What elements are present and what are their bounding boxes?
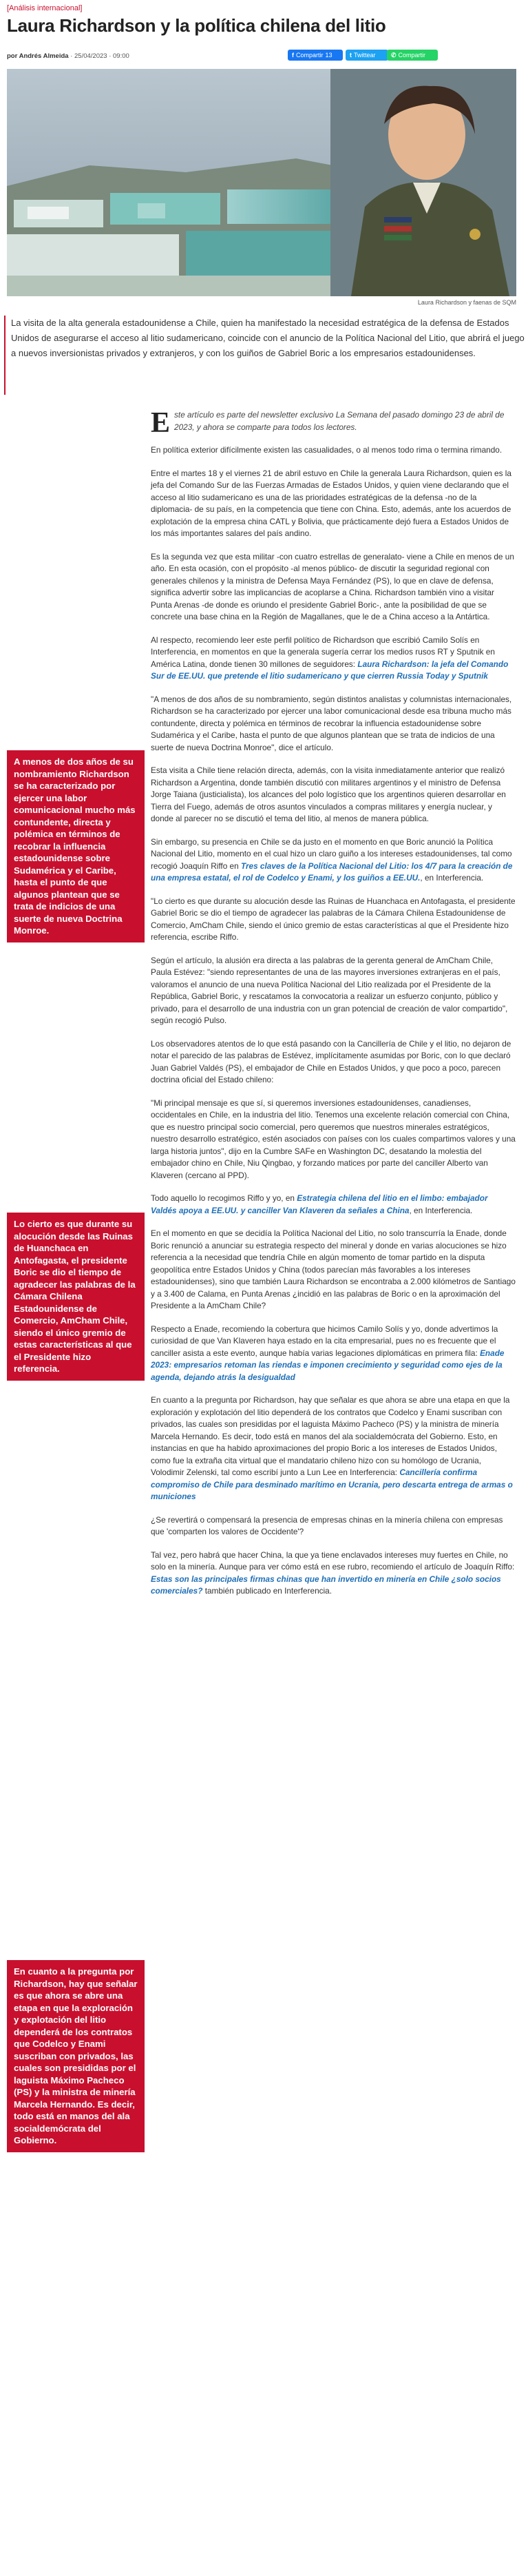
intro-text: ste artículo es parte del newsletter exclusivo La Semana del pasado domingo 23 de abril de 2023, y ahora se comparte para todos los lectores. bbox=[174, 410, 505, 432]
paragraph bbox=[151, 1193, 516, 1217]
article-link-ukraine-demining[interactable]: Cancillería confirma compromiso de Chile para desminado marítimo en Ucrania, pero descarta entrega de armas o municiones bbox=[151, 1467, 513, 1501]
paragraph-text: , en Interferencia. bbox=[420, 873, 484, 883]
paragraph bbox=[151, 1323, 516, 1384]
paragraph: Según el artículo, la alusión era directa a las palabras de la gerenta general de AmCham Chile, Paula Estévez: "siendo representantes de una de las mayores inversiones extranjeras en el país, valoramos el anuncio de una nueva Política Nacional del Litio realizada por el Presidente de la República, Gabriel Boric, y rescatamos la convocatoria a realizar un esfuerzo conjunto, público y privado, para el desarrollo de una industria con un gran potencial de creación de valor compartido", según recogió Pulso. bbox=[151, 955, 508, 1025]
pull-quote-2: Lo cierto es que durante su alocución desde las Ruinas de Huanchaca en Antofagasta, el presidente Boric se dio el tiempo de agradecer las palabras de la Cámara Chilena Estadounidense de Comercio, AmCham Chile, siendo el único gremio de estas características al que el Presidente hizo referencia. bbox=[7, 1213, 145, 1381]
article-link-richardson-profile[interactable]: Laura Richardson: la jefa del Comando Sur de EE.UU. que pretende el litio sudamericano y que cierren Russia Today y Sputnik bbox=[151, 659, 509, 681]
hero-image bbox=[7, 69, 516, 296]
paragraph-text: En cuanto a la pregunta por Richardson, hay que señalar es que ahora se abre una etapa en que la exploración y explotación del litio dependerá de los contratos que Codelco y Enami suscriban con privados, las cuales son presididas por el laguista Máximo Pacheco (PS) y la ministra de minería Marcela Hernando. Es decir, todo está en manos del ala socialdemócrata del Gobierno. Esto, en instancias en que ha habido aproximaciones del propio Boric a los intereses de Estados Unidos, como fue la extraña cita virtual que el mandatario chileno hizo con su homólogo de Ucrania, Volodimir Zelenski, tal como escribí junto a Lun Lee en Interferencia: bbox=[151, 1395, 510, 1477]
paragraph-text: Todo aquello lo recogimos Riffo y yo, en bbox=[151, 1193, 295, 1203]
paragraph bbox=[151, 1394, 516, 1503]
paragraph: "Lo cierto es que durante su alocución desde las Ruinas de Huanchaca en Antofagasta, el presidente Gabriel Boric se dio el tiempo de agradecer las palabras de la Cámara Chilena Estadounidense de Comercio, AmCham Chile, siendo el único gremio de estas características al que el Presidente hizo referencia, escribe Riffo. bbox=[151, 896, 516, 942]
intro-paragraph bbox=[151, 407, 516, 439]
paragraph: ¿Se revertirá o compensará la presencia de empresas chinas en la minería chilena con empresas que 'comparten los valores de Occidente'? bbox=[151, 1514, 503, 1536]
paragraph: Los observadores atentos de lo que está pasando con la Cancillería de Chile y el litio, no dejaron de notar el parecido de las palabras de Estévez, implícitamente asumidas por Boric, con lo que declaró Juan Gabriel Valdés (PS), el embajador de Chile en Estados Unidos, y que poco a poco, parecen doctrina oficial del Estado chileno: bbox=[151, 1038, 511, 1084]
paragraph bbox=[151, 836, 516, 885]
whatsapp-icon: ✆ bbox=[391, 52, 397, 59]
section-label[interactable]: [Análisis internacional] bbox=[7, 4, 83, 12]
paragraph: "Mi principal mensaje es que sí, si queremos inversiones estadounidenses, canadienses, occidentales en Chile, en la industria del litio. Tenemos una excelente relación comercial con China, que es nuestro principal socio comercial, pero queremos que nuestros minerales estratégicos, nuestro desarrollo estratégico, estén asociados con países con los cuales compartimos valores y una larga historia juntos", dijo en la Cumbre SAFe en Washington DC, desatando la molestia del embajador chino en Chile, Niu Qingbao, y forzando matices por parte del canciller Alberto van Klaveren (cercano al PPD). bbox=[151, 1098, 516, 1180]
paragraph: Esta visita a Chile tiene relación directa, además, con la visita inmediatamente anterior que realizó Richardson a Argentina, donde también discutió con militares argentinos y el ministro de Defensa Jorge Taiana (justicialista), los alcances del polo logístico que los argentinos quieren desarrollar en Tierra del Fuego, además de otros asuntos vinculados a compras militares y energía nuclear, y donde al parecer no se discutió el tema del litio, al menos de manera pública. bbox=[151, 765, 506, 823]
hero-illustration bbox=[7, 69, 516, 296]
paragraph bbox=[151, 635, 516, 683]
article-body bbox=[151, 409, 516, 1609]
paragraph-text: Sin embargo, su presencia en Chile se da justo en el momento en que Boric anunció la Política Nacional del Litio, momento en el cual hizo un claro guiño a los intereses estadounidenses, tal como recogió Joaquín Riffo en bbox=[151, 836, 512, 871]
facebook-icon: f bbox=[292, 52, 294, 59]
author-name[interactable]: por Andrés Almeida bbox=[7, 52, 69, 60]
paragraph: Entre el martes 18 y el viernes 21 de abril estuvo en Chile la generala Laura Richardson, quien es la jefa del Comando Sur de las Fuerzas Armadas de Estados Unidos, y quien viene declarando que el acceso al litio sudamericano es una de las prioridades estratégicas de la defensa -no de la diplomacia- de su país, en la competencia que tiene con China. Esto, además, ante los acuerdos de explotación de la empresa china CATL y Bolivia, que prácticamente dejó fuera a Estados Unidos de los más importantes salares del país andino. bbox=[151, 468, 511, 538]
twitter-icon: t bbox=[350, 52, 352, 59]
paragraph-text: , en Interferencia. bbox=[409, 1205, 473, 1215]
whatsapp-share-button[interactable] bbox=[387, 50, 438, 61]
paragraph-text: Tal vez, pero habrá que hacer China, la que ya tiene enclavados intereses muy fuertes en Chile, no solo en la minería. Aunque para ver cómo está en ese rubro, recomiendo el artículo de Joaquín Riffo: bbox=[151, 1549, 515, 1572]
twitter-share-label: Twittear bbox=[354, 52, 376, 59]
pull-quote-1: A menos de dos años de su nombramiento Richardson se ha caracterizado por ejercer una labor comunicacional mucho más contundente, directa y polémica en términos de recobrar la influencia estadounidense sobre Sudamérica y el Caribe, hasta el punto de que algunos plantean que se trata de indicios de una suerte de nueva Doctrina Monroe. bbox=[7, 750, 145, 942]
article-link-lithium-keys[interactable]: Tres claves de la Política Nacional del Litio: los 4/7 para la creación de una empresa estatal, el rol de Codelco y Enami, y los guiños a EE.UU. bbox=[151, 861, 513, 883]
article-title: Laura Richardson y la política chilena del litio bbox=[7, 15, 386, 36]
paragraph: "A menos de dos años de su nombramiento, según distintos analistas y columnistas internacionales, Richardson se ha caracterizado por ejercer una labor comunicacional desde esa tribuna mucho más contundente, directa y polémica en términos de recobrar la influencia estadounidense sobre Sudamérica y el Caribe, hasta el punto de que algunos plantean que se trata de indicios de una suerte de nueva Doctrina Monroe", dice el artículo. bbox=[151, 694, 512, 752]
publish-date: · 25/04/2023 · 09:00 bbox=[70, 52, 129, 60]
whatsapp-share-label: Compartir bbox=[398, 52, 426, 59]
facebook-share-button[interactable] bbox=[288, 50, 343, 61]
article-link-lithium-limbo[interactable]: Estrategia chilena del litio en el limbo: embajador Valdés apoya a EE.UU. y canciller Van Klaveren da señales a China bbox=[151, 1193, 488, 1215]
paragraph-text: Al respecto, recomiendo leer este perfil político de Richardson que escribió Camilo Solís en Interferencia, en momentos en que la generala sugería cerrar los medios rusos RT y Sputnik en América Latina, donde tienen 30 millones de seguidores: bbox=[151, 635, 495, 669]
article-link-chinese-mining-firms[interactable]: Estas son las principales firmas chinas que han invertido en minería en Chile ¿solo socios comerciales? bbox=[151, 1574, 501, 1596]
paragraph: En el momento en que se decidía la Política Nacional del Litio, no solo transcurría la Enade, donde Boric renunció a anunciar su estrategia respecto del mineral y donde en varias alocuciones se hizo referencia a la necesidad que tendría Chile en algún momento de tomar partido en la disputa geopolítica entre Estados Unidos y China (todos parecían más favorables a los intereses estadounidenses), sino que también Laura Richardson se encontraba a 2.000 kilómetros de Santiago y a 3.400 de Calama, en Punta Arenas ¿incidió en las palabras de Boric o en la aproximación del Presidente a la AmCham Chile? bbox=[151, 1228, 516, 1310]
paragraph: En política exterior difícilmente existen las casualidades, o al menos todo rima o termina rimando. bbox=[151, 445, 503, 455]
paragraph bbox=[151, 1549, 516, 1598]
paragraph: Es la segunda vez que esta militar -con cuatro estrellas de generalato- viene a Chile en menos de un año. En esta ocasión, con el propósito -al menos público- de discutir la seguridad regional con generales chilenos y la ministra de Defensa Maya Fernández (PS), lo que en clave de defensa, significa advertir sobre las implicancias de acoplarse a China. Richardson también vino a visitar Punta Arenas -de donde es oriundo el presidente Gabriel Boric-, ante la posibilidad de que se concrete una base china en la Región de Magallanes, que le de a China acceso a la Antártica. bbox=[151, 551, 514, 621]
facebook-share-label: Compartir bbox=[296, 52, 324, 59]
twitter-share-button[interactable] bbox=[346, 50, 388, 61]
article-link-enade-2023[interactable]: Enade 2023: empresarios retoman las riendas e imponen crecimiento y seguridad como ejes de la agenda, dejando atrás la desigualdad bbox=[151, 1348, 505, 1382]
paragraph-text: Respecto a Enade, recomiendo la cobertura que hicimos Camilo Solís y yo, donde advertimos la curiosidad de que Van Klaveren haya estado en la cita empresarial, pues no es frecuente que el canciller asista a este evento, aunque había varias legaciones diplomáticas en primera fila: bbox=[151, 1323, 498, 1358]
facebook-share-count: 13 bbox=[325, 52, 332, 59]
drop-cap: E bbox=[151, 407, 171, 439]
lead-paragraph: La visita de la alta generala estadounidense a Chile, quien ha manifestado la necesidad estratégica de la defensa de Estados Unidos de asegurarse el acceso al litio sudamericano, coincide con el anuncio de la Política Nacional del Litio, que abrirá el juego a nuevos inversionistas privados y extranjeros, y con los guiños de Gabriel Boric a los empresarios estadounidenses. bbox=[4, 316, 525, 395]
paragraph-text: también publicado en Interferencia. bbox=[204, 1586, 332, 1596]
hero-caption: Laura Richardson y faenas de SQM bbox=[417, 299, 516, 306]
pull-quote-3: En cuanto a la pregunta por Richardson, hay que señalar es que ahora se abre una etapa en que la exploración y explotación del litio dependerá de los contratos que Codelco y Enami suscriban con privados, las cuales son presididas por el laguista Máximo Pacheco (PS) y la ministra de minería Marcela Hernando. Es decir, todo está en manos del ala socialdemócrata del Gobierno. bbox=[7, 1960, 145, 2152]
article-meta bbox=[7, 52, 129, 60]
